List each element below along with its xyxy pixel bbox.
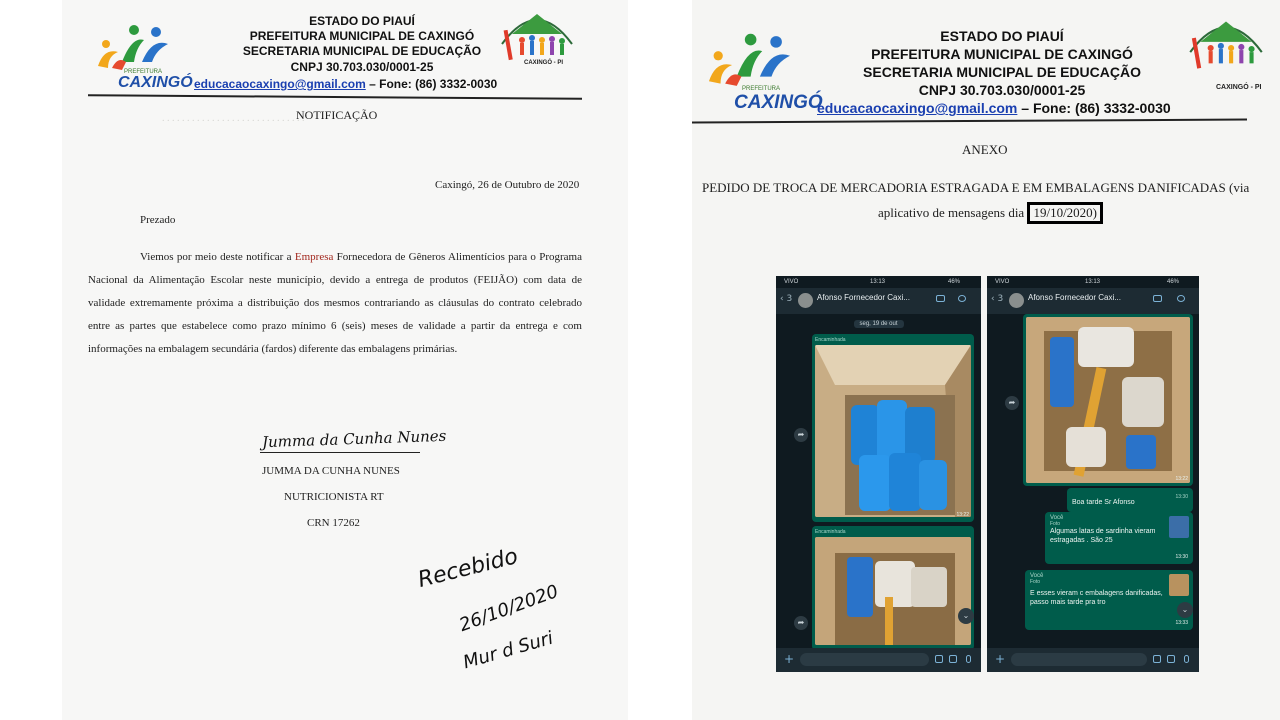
attach-plus-icon[interactable]: + — [995, 652, 1006, 666]
status-bar — [987, 276, 1199, 288]
reply-author: Você — [1050, 515, 1064, 521]
chat-header — [776, 288, 981, 314]
image-message-3[interactable] — [1023, 314, 1193, 486]
forwarded-label: Encaminhada — [815, 337, 846, 343]
received-stamp-word: Recebido — [415, 544, 521, 593]
seal-caption: CAXINGÓ - PI — [1216, 84, 1262, 91]
unread-count: 3 — [997, 294, 1004, 304]
header-contact — [194, 77, 497, 91]
microphone-icon[interactable] — [966, 655, 971, 663]
education-seal-icon — [1180, 8, 1272, 86]
forward-icon[interactable]: ➦ — [794, 428, 808, 442]
header-divider — [88, 94, 582, 99]
body-intro: Viemos por meio deste notificar a — [140, 251, 295, 263]
image-message-1[interactable] — [812, 334, 974, 522]
sticker-icon[interactable] — [935, 655, 943, 663]
header-divider — [692, 119, 1247, 124]
contact-name[interactable]: Afonso Fornecedor Caxi... — [817, 293, 910, 302]
logo-label: PREFEITURA — [124, 69, 163, 75]
annex-title: ANEXO — [962, 142, 1008, 157]
sticker-icon[interactable] — [1153, 655, 1161, 663]
reply-author: Você — [1030, 573, 1044, 579]
photo-damaged-groceries[interactable] — [1026, 317, 1190, 483]
greeting: Prezado — [140, 214, 176, 226]
forward-icon[interactable]: ➦ — [794, 616, 808, 630]
contact-name[interactable]: Afonso Fornecedor Caxi... — [1028, 293, 1121, 302]
message-text: E esses vieram c embalagens danificadas, passo mais tarde pra tro — [1030, 590, 1163, 606]
avatar[interactable] — [798, 293, 813, 308]
reply-thumbnail[interactable] — [1169, 516, 1189, 538]
request-line-1: PEDIDO DE TROCA DE MERCADORIA ESTRAGADA E EM EMBALAGENS DANIFICADAS (via — [702, 180, 1250, 195]
header-cnpj: CNPJ 30.703.030/0001-25 — [918, 82, 1086, 98]
microphone-icon[interactable] — [1184, 655, 1189, 663]
battery-level: 46% — [948, 279, 961, 285]
header-secretaria: SECRETARIA MUNICIPAL DE EDUCAÇÃO — [863, 64, 1141, 80]
handwritten-signature: Jumma da Cunha Nunes — [261, 426, 447, 452]
chat-screenshot-left — [776, 276, 981, 672]
beans-box-photo-icon — [815, 345, 971, 517]
avatar[interactable] — [1009, 293, 1024, 308]
logo-name: CAXINGÓ — [734, 92, 823, 113]
date-line: Caxingó, 26 de Outubro de 2020 — [435, 179, 580, 191]
message-reply-1[interactable] — [1045, 512, 1193, 564]
message-time: 13:30 — [1175, 494, 1188, 500]
groceries-box-photo-icon — [815, 537, 971, 645]
header-state: ESTADO DO PIAUÍ — [940, 28, 1064, 44]
carrier-label: VIVO — [995, 279, 1010, 285]
phone-call-icon[interactable] — [1177, 295, 1185, 302]
phone-call-icon[interactable] — [958, 295, 966, 302]
phone-text: – Fone: (86) 3332-0030 — [365, 77, 498, 91]
signer-role: NUTRICIONISTA RT — [284, 491, 384, 503]
scroll-down-icon[interactable]: ⌄ — [958, 608, 974, 624]
header-prefeitura: PREFEITURA MUNICIPAL DE CAXINGÓ — [249, 29, 475, 43]
message-field[interactable] — [1011, 653, 1147, 666]
request-line-2-prefix: aplicativo de mensagens dia — [878, 205, 1028, 220]
logo-name: CAXINGÓ — [118, 74, 193, 91]
camera-icon[interactable] — [949, 655, 957, 663]
image-message-2[interactable] — [812, 526, 974, 650]
message-time: 13:30 — [1175, 554, 1188, 560]
seal-caption: CAXINGÓ - PI — [524, 60, 564, 66]
phone-text: – Fone: (86) 3332-0030 — [1017, 100, 1171, 116]
body-rest: Fornecedora de Gêneros Alimentícios para o Programa Nacional da Alimentação Escolar neste município, devido a entrega de produtos (FEIJÃO) com data de validade extremamente próxima a distribuição dos mesmos contrariando as cláusulas do contrato celebrado entre as partes que estabelece como prazo mínimo 6 (seis) meses de validade a partir da entrega e com informações na embalagem secundária (fardos) diferente das embalagens primárias. — [88, 251, 582, 355]
message-time: 13:33 — [1175, 620, 1188, 626]
damaged-groceries-photo-icon — [1026, 317, 1190, 483]
reply-attachment: Foto — [1030, 579, 1041, 585]
clock: 13:13 — [870, 279, 886, 285]
video-call-icon[interactable] — [1153, 295, 1162, 302]
chat-screenshot-right — [987, 276, 1199, 672]
message-input-bar — [987, 648, 1199, 672]
message-time: 13:22 — [1175, 476, 1188, 482]
message-text: Algumas latas de sardinha vieram estragadas . São 25 — [1050, 528, 1156, 544]
notification-page — [62, 0, 628, 720]
signer-name: JUMMA DA CUNHA NUNES — [262, 465, 400, 477]
back-button[interactable]: ‹ 3 — [991, 294, 1004, 304]
forward-icon[interactable]: ➦ — [1005, 396, 1019, 410]
date-chip: seg, 19 de out — [853, 320, 903, 328]
forwarded-label: Encaminhada — [815, 529, 846, 535]
header-state: ESTADO DO PIAUÍ — [309, 14, 415, 28]
reply-attachment: Foto — [1050, 521, 1061, 527]
email-link[interactable]: educacaocaxingo@gmail.com — [817, 100, 1018, 116]
signature-line — [260, 452, 420, 453]
header-contact — [817, 100, 1171, 116]
header-cnpj: CNPJ 30.703.030/0001-25 — [290, 60, 434, 74]
received-stamp-date: 26/10/2020 — [456, 580, 562, 637]
notification-title: NOTIFICAÇÃO — [296, 108, 378, 122]
annex-page — [692, 0, 1280, 720]
carrier-label: VIVO — [784, 279, 799, 285]
notification-body — [88, 246, 582, 361]
body-highlight-company: Empresa — [294, 251, 334, 263]
camera-icon[interactable] — [1167, 655, 1175, 663]
video-call-icon[interactable] — [936, 295, 945, 302]
highlighted-date-box: 19/10/2020) — [1027, 202, 1103, 224]
attach-plus-icon[interactable]: + — [784, 652, 795, 666]
message-text: Boa tarde Sr Afonso — [1072, 499, 1135, 506]
request-line-2 — [878, 202, 1103, 224]
caxingo-logo — [702, 30, 823, 114]
message-time: 13:22 — [956, 512, 969, 518]
photo-groceries-box[interactable] — [815, 537, 971, 645]
page-gap — [628, 0, 692, 720]
message-reply-2[interactable] — [1025, 570, 1193, 630]
clock: 13:13 — [1085, 279, 1101, 285]
education-seal — [1180, 8, 1272, 86]
message-input-bar — [776, 648, 981, 672]
caxingo-logo — [92, 22, 193, 94]
bleed-through-text: . . . . . . . . . . . . . . . . . . . . . . . . . . . . . — [162, 113, 305, 124]
message-field[interactable] — [800, 653, 929, 666]
message-greeting[interactable] — [1067, 488, 1193, 512]
scroll-down-icon[interactable]: ⌄ — [1177, 602, 1193, 618]
chat-header — [987, 288, 1199, 314]
email-link[interactable]: educacaocaxingo@gmail.com — [194, 77, 366, 91]
logo-label: PREFEITURA — [742, 86, 781, 92]
back-button[interactable]: ‹ 3 — [780, 294, 793, 304]
status-bar — [776, 276, 981, 288]
battery-level: 46% — [1167, 279, 1180, 285]
header-secretaria: SECRETARIA MUNICIPAL DE EDUCAÇÃO — [242, 44, 482, 58]
photo-beans-box[interactable] — [815, 345, 971, 517]
unread-count: 3 — [786, 294, 793, 304]
signer-crn: CRN 17262 — [307, 517, 360, 529]
header-prefeitura: PREFEITURA MUNICIPAL DE CAXINGÓ — [871, 46, 1133, 62]
reply-thumbnail[interactable] — [1169, 574, 1189, 596]
received-stamp-initials: Mur d Suri — [460, 627, 556, 674]
